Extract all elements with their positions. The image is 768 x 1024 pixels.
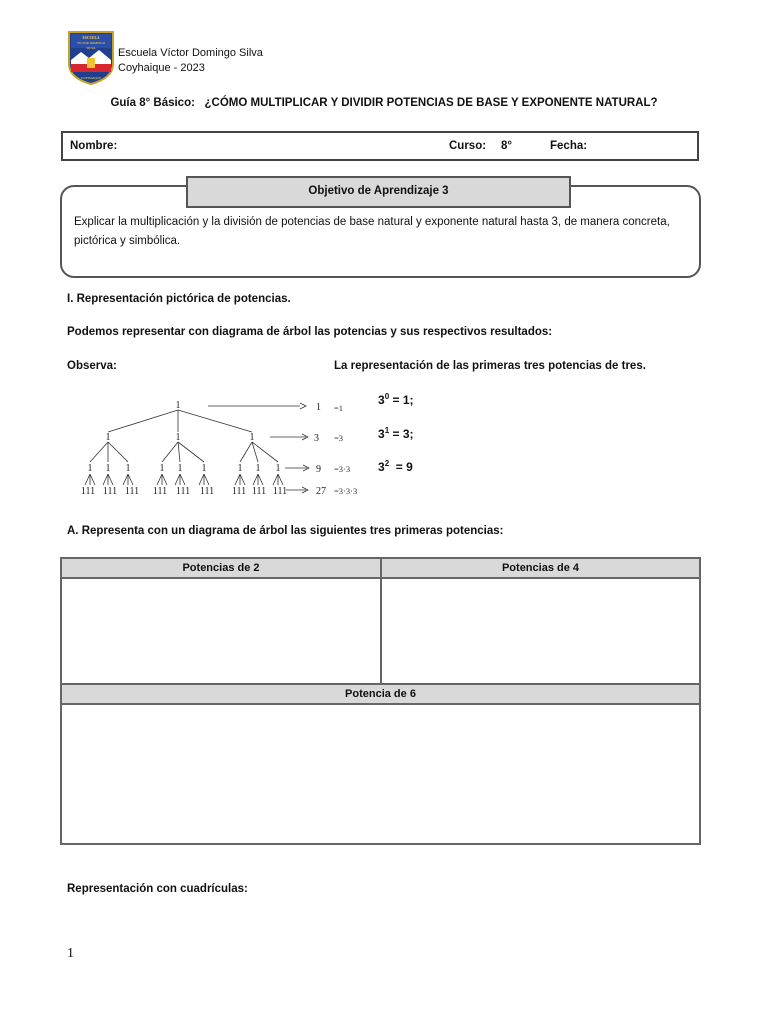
tree-branch bbox=[103, 474, 108, 485]
tree-branch bbox=[273, 474, 278, 485]
logo-line-1: ESCUELA bbox=[82, 36, 100, 40]
logo-line-2: VICTOR DOMINGO bbox=[76, 41, 106, 45]
course-value: 8° bbox=[501, 140, 512, 152]
tree-count: 1 bbox=[316, 402, 321, 413]
tree-node: 1 bbox=[87, 463, 93, 474]
tree-branch bbox=[235, 474, 240, 485]
power-3-2: $3^2 = 9$ bbox=[378, 459, 413, 474]
student-info-box bbox=[61, 131, 699, 161]
objective-text: Explicar la multiplicación y la división de potencias de base natural y exponente natural hasta 3, de manera concreta, pictórica y simbólica. bbox=[74, 216, 670, 247]
tree-branch bbox=[162, 474, 167, 485]
logo-line-4: COYHAIQUE bbox=[80, 76, 102, 80]
tree-branch bbox=[204, 474, 209, 485]
tree-leaf: 111 bbox=[251, 486, 267, 497]
tree-leaf: 111 bbox=[199, 486, 215, 497]
tree-leaf: 111 bbox=[80, 486, 96, 497]
power-3-1: $3^1 = 3$; bbox=[378, 426, 414, 441]
tree-node: 1 bbox=[125, 463, 131, 474]
tree-branch bbox=[278, 474, 283, 485]
tree-leaf: 111 bbox=[102, 486, 118, 497]
tree-node: 1 bbox=[175, 432, 181, 443]
tree-diagram bbox=[70, 392, 370, 504]
tree-branch bbox=[240, 474, 245, 485]
tree-expr: =3 bbox=[334, 433, 344, 443]
power-3-0: $3^0 = 1$; bbox=[378, 392, 414, 407]
title-text: ¿CÓMO MULTIPLICAR Y DIVIDIR POTENCIAS DE BASE Y EXPONENTE NATURAL? bbox=[204, 97, 658, 109]
tree-leaf: 111 bbox=[175, 486, 191, 497]
tree-leaf: 111 bbox=[152, 486, 168, 497]
tree-node: 1 bbox=[275, 463, 281, 474]
tree-branch bbox=[128, 474, 133, 485]
answer-cell-powers-2[interactable] bbox=[61, 578, 381, 684]
tree-leaf: 111 bbox=[124, 486, 140, 497]
col-header-powers-2: Potencias de 2 bbox=[61, 558, 381, 578]
school-info bbox=[118, 46, 263, 76]
grid-heading: Representación con cuadrículas: bbox=[67, 883, 248, 895]
tree-branch bbox=[157, 474, 162, 485]
section-intro: Podemos representar con diagrama de árbol las potencias y sus respectivos resultados: bbox=[67, 326, 553, 338]
name-label: Nombre: bbox=[70, 140, 118, 152]
tree-branch bbox=[90, 474, 95, 485]
school-logo bbox=[67, 30, 115, 86]
tree-node: 1 bbox=[105, 463, 111, 474]
page-title bbox=[0, 97, 768, 109]
tree-expr: =3·3·3 bbox=[334, 486, 358, 496]
row-header-power-6: Potencia de 6 bbox=[61, 684, 700, 704]
activity-a-heading: A. Representa con un diagrama de árbol las siguientes tres primeras potencias: bbox=[67, 525, 504, 537]
answer-cell-powers-4[interactable] bbox=[381, 578, 700, 684]
observe-label: Observa: bbox=[67, 360, 117, 372]
tree-node: 1 bbox=[159, 463, 165, 474]
tree-branch bbox=[108, 474, 113, 485]
tree-branch bbox=[175, 474, 180, 485]
activity-table bbox=[60, 557, 701, 845]
tree-node: 1 bbox=[237, 463, 243, 474]
page-number: 1 bbox=[67, 946, 74, 961]
tree-branch bbox=[199, 474, 204, 485]
section-heading: I. Representación pictórica de potencias. bbox=[67, 293, 291, 305]
tree-leaf: 111 bbox=[272, 486, 288, 497]
title-prefix: Guía 8° Básico: bbox=[110, 97, 195, 109]
tree-node: 1 bbox=[177, 463, 183, 474]
tree-node: 1 bbox=[105, 432, 111, 443]
tree-node: 1 bbox=[255, 463, 261, 474]
tree-branch bbox=[258, 474, 263, 485]
location-year: Coyhaique - 2023 bbox=[118, 62, 205, 74]
tree-count: 9 bbox=[316, 464, 321, 475]
course-label: Curso: bbox=[449, 140, 487, 152]
tree-root-node: 1 bbox=[175, 400, 181, 411]
tree-branch bbox=[123, 474, 128, 485]
tree-caption: La representación de las primeras tres potencias de tres. bbox=[334, 360, 646, 372]
tree-branch bbox=[253, 474, 258, 485]
tree-count: 27 bbox=[316, 486, 326, 497]
tree-count: 3 bbox=[314, 433, 319, 444]
tree-branch bbox=[180, 474, 185, 485]
tree-node: 1 bbox=[201, 463, 207, 474]
tree-leaf: 111 bbox=[231, 486, 247, 497]
tree-expr: =1 bbox=[334, 403, 344, 413]
tree-expr: =3·3 bbox=[334, 464, 351, 474]
objective-title: Objetivo de Aprendizaje 3 bbox=[186, 176, 571, 208]
school-name: Escuela Víctor Domingo Silva bbox=[118, 47, 263, 59]
tree-branch bbox=[85, 474, 90, 485]
date-label: Fecha: bbox=[550, 140, 588, 152]
col-header-powers-4: Potencias de 4 bbox=[381, 558, 700, 578]
tree-node: 1 bbox=[249, 432, 255, 443]
answer-cell-power-6[interactable] bbox=[61, 704, 700, 844]
logo-line-3: SILVA bbox=[86, 46, 96, 50]
